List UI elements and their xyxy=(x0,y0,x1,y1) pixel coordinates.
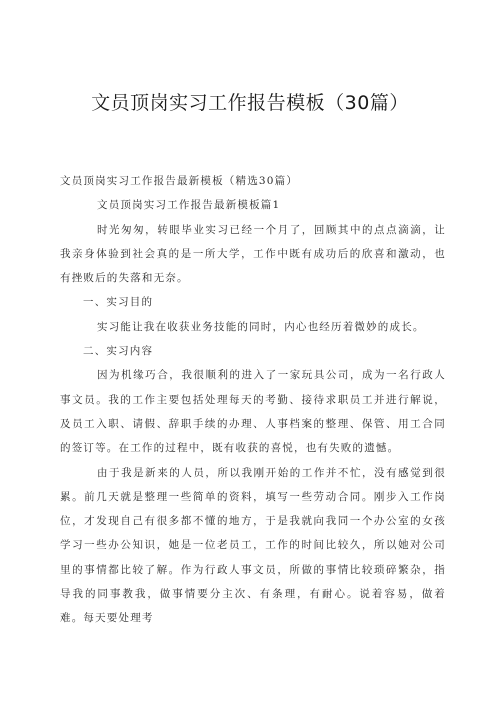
body-paragraph: 实习能让我在收获业务技能的同时，内心也经历着微妙的成长。 xyxy=(97,320,425,333)
section-heading: 文员顶岗实习工作报告最新模板篇1 xyxy=(97,199,281,212)
section-heading: 一、实习目的 xyxy=(83,296,154,309)
section-heading: 二、实习内容 xyxy=(83,345,154,358)
document-title: 文员顶岗实习工作报告模板（30篇） xyxy=(91,92,409,114)
document-subtitle: 文员顶岗实习工作报告最新模板（精选30篇） xyxy=(60,175,299,187)
body-paragraph: 因为机缘巧合，我很顺利的进入了一家玩具公司，成为一名行政人事文员。我的工作主要包括处理每天的考勤、接待求职员工并进行解说，及员工入职、请假、辞职手续的办理、人事档案的整理、保管、用工合同的签订等。在工作的过程中，既有收获的喜悦，也有失败的遗憾。 xyxy=(60,369,446,455)
body-paragraph: 时光匆匆，转眼毕业实习已经一个月了，回顾其中的点点滴滴，让我亲身体验到社会真的是一所大学，工作中既有成功后的欣喜和激动，也有挫败后的失落和无奈。 xyxy=(60,223,446,285)
document-body xyxy=(60,169,446,631)
body-paragraph: 由于我是新来的人员，所以我刚开始的工作并不忙，没有感觉到很累。前几天就是整理一些简单的资料，填写一些劳动合同。刚步入工作岗位，才发现自己有很多都不懂的地方，于是我就向我同一个办公室的女孩学习一些办公知识，她是一位老员工，工作的时间比较久，所以她对公司里的事情都比较了解。作为行政人事文员，所做的事情比较琐碎繁杂，指导我的同事教我，做事情要分主次、有条理，有耐心。说着容易，做着难。每天要处理考 xyxy=(60,466,446,625)
